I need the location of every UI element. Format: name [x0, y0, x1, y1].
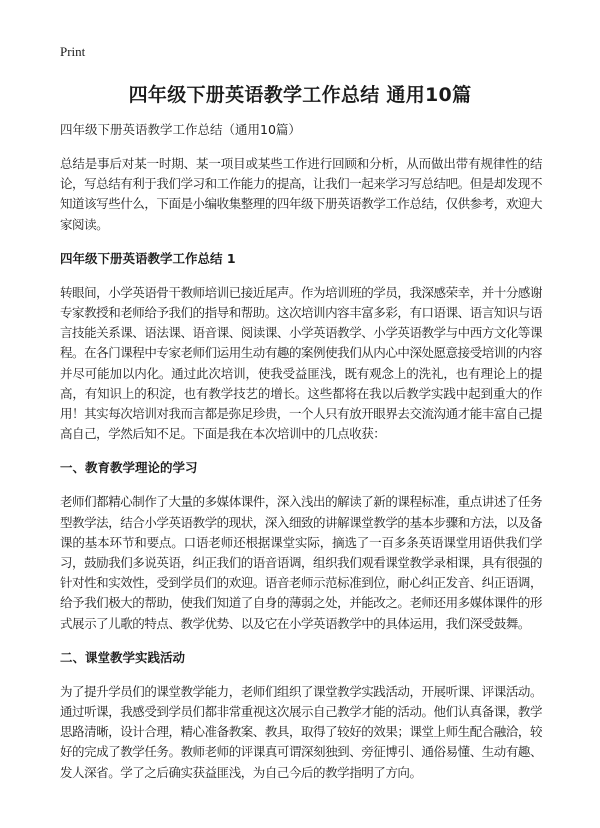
article-body — [60, 120, 542, 783]
section-heading: 四年级下册英语教学工作总结 1 — [60, 250, 236, 266]
subsection-paragraph-theory: 老师们都精心制作了大量的多媒体课件，深入浅出的解读了新的课程标准，重点讲述了任务型教学法，结合小学英语教学的现状，深入细致的讲解课堂教学的基本步骤和方法，以及备课的基本环节和要点。口语老师还根据课堂实际，摘选了一百多条英语课堂用语供我们学习，鼓励我们多说英语，纠正我们的语音语调，组织我们观看课堂教学录相课，具有很强的针对性和实效性，受到学员们的欢迎。语音老师示范标准到位，耐心纠正发音、纠正语调，给予我们极大的帮助，使我们知道了自身的薄弱之处，并能改之。老师还用多媒体课件的形式展示了儿歌的特点、教学优势、以及它在小学英语教学中的具体运用，我们深受鼓舞。 — [60, 494, 543, 631]
subsection-paragraph-practice: 为了提升学员们的课堂教学能力，老师们组织了课堂教学实践活动，开展听课、评课活动。通过听课，我感受到学员们都非常重视这次展示自己教学才能的活动。他们认真备课，教学思路清晰，设计合理，精心准备教案、教具，取得了较好的效果；课堂上师生配合融洽，较好的完成了教学任务。教师老师的评课真可谓深刻独到、旁征博引、通俗易懂、生动有趣、发人深省。学了之后确实获益匪浅，为自己今后的教学指明了方向。 — [60, 683, 543, 780]
article-subtitle: 四年级下册英语教学工作总结（通用10篇） — [60, 122, 301, 137]
subsection-heading-theory: 一、教育教学理论的学习 — [60, 460, 198, 476]
intro-paragraph: 总结是事后对某一时期、某一项目或某些工作进行回顾和分析，从而做出带有规律性的结论，写总结有利于我们学习和工作能力的提高，让我们一起来学习写总结吧。但是却发现不知道该写些什么，下面是小编收集整理的四年级下册英语教学工作总结，仅供参考，欢迎大家阅读。 — [60, 156, 543, 232]
section-paragraph: 转眼间，小学英语骨干教师培训已接近尾声。作为培训班的学员，我深感荣幸，并十分感谢专家教授和老师给予我们的指导和帮助。这次培训内容丰富多彩，有口语课、语言知识与语言技能关系课、语法课、语音课、阅读课、小学英语教学、小学英语教学与中西方文化等课程。在各门课程中专家老师们运用生动有趣的案例使我们从内心中深处愿意接受培训的内容并尽可能加以内化。通过此次培训，使我受益匪浅，既有观念上的洗礼，也有理论上的提高，有知识上的积淀，也有教学技艺的增长。这些都将在我以后教学实践中起到重大的作用！其实每次培训对我而言都是弥足珍贵，一个人只有放开眼界去交流沟通才能丰富自己提高自己，学然后知不足。下面是我在本次培训中的几点收获： — [60, 284, 543, 442]
page-title: 四年级下册英语教学工作总结 通用10篇 — [128, 84, 472, 106]
print-link[interactable]: Print — [60, 44, 86, 59]
subsection-heading-practice: 二、课堂教学实践活动 — [60, 649, 186, 665]
